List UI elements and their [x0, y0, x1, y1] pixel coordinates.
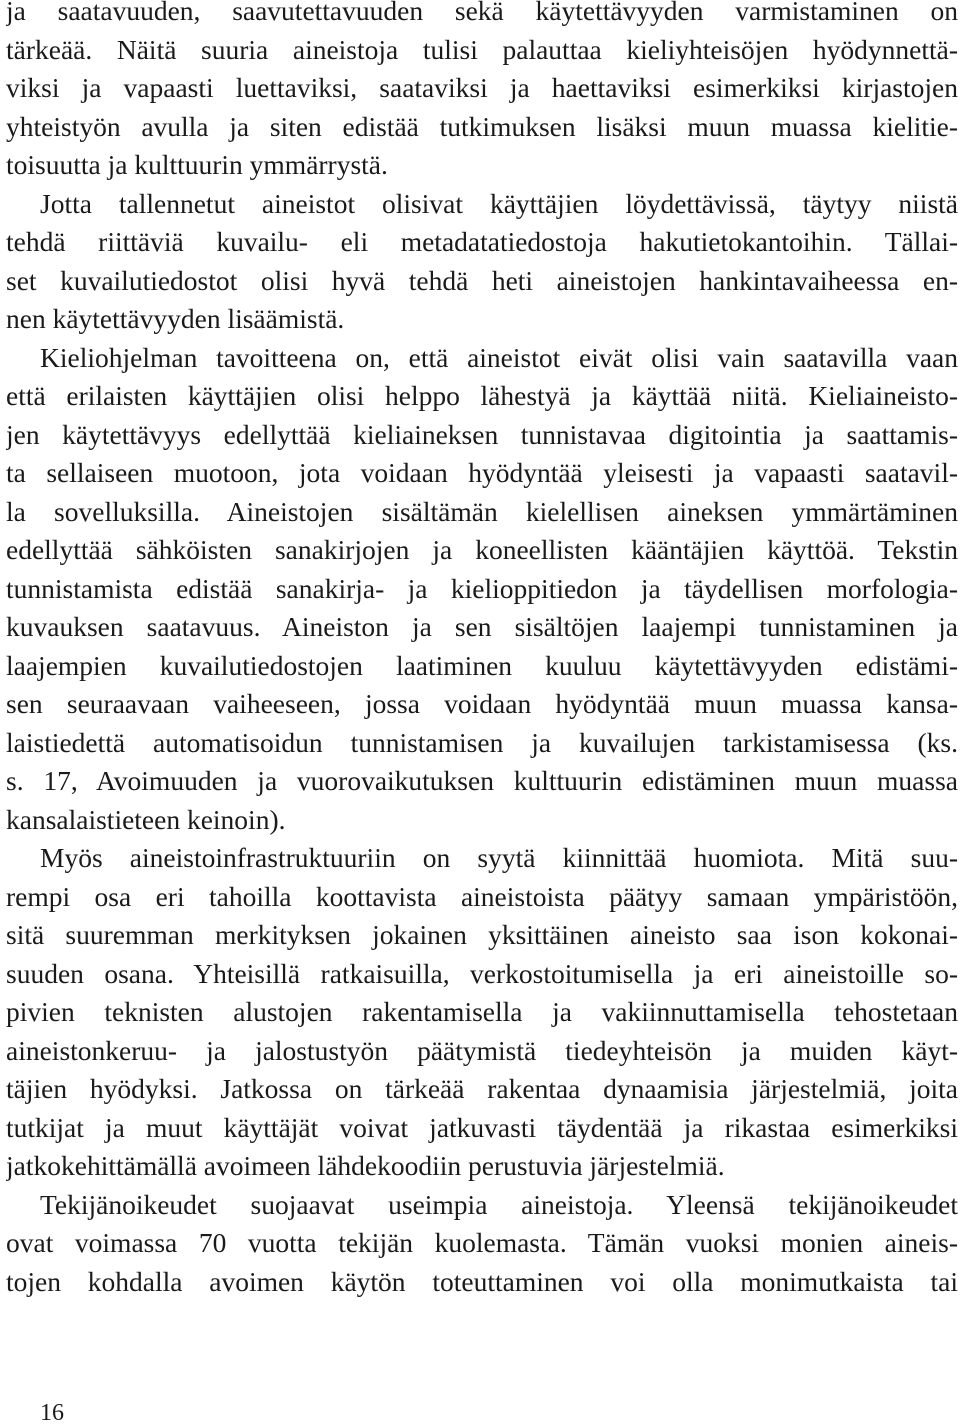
text-line: kansalaistieteen keinoin). [6, 803, 286, 835]
text-line: suuden osana. Yhteisillä ratkaisuilla, verkostoitumisella ja eri aineistoille so- [6, 957, 958, 989]
text-line: tunnistamista edistää sanakirja- ja kielioppitiedon ja täydellisen morfologia- [6, 572, 958, 604]
text-line: laistiedettä automatisoidun tunnistamisen ja kuvailujen tarkistamisessa (ks. [6, 726, 958, 758]
text-line: sitä suuremman merkityksen jokainen yksittäinen aineisto saa ison kokonai- [6, 919, 958, 950]
paragraph [6, 185, 958, 339]
text-line: jatkokehittämällä avoimeen lähdekoodiin perustuvia järjestelmiä. [6, 1150, 725, 1181]
text-line: tärkeää. Näitä suuria aineistoja tulisi palauttaa kieliyhteisöjen hyödynnettä- [6, 33, 958, 65]
text-line: Kieliohjelman tavoitteena on, että aineistot eivät olisi vain saatavilla vaan [40, 341, 958, 373]
text-line: tehdä riittäviä kuvailu- eli metadatatiedostoja hakutietokantoihin. Tällai- [6, 226, 958, 257]
text-line: edellyttää sähköisten sanakirjojen ja koneellisten kääntäjien käyttöä. Tekstin [6, 534, 958, 565]
text-line: täjien hyödyksi. Jatkossa on tärkeää rakentaa dynaamisia järjestelmiä, joita [6, 1073, 958, 1104]
text-line: toisuutta ja kulttuurin ymmärrystä. [6, 149, 388, 180]
paragraph [6, 0, 958, 185]
text-line: pivien teknisten alustojen rakentamisella ja vakiinnuttamisella tehostetaan [6, 996, 958, 1027]
text-line: Jotta tallennetut aineistot olisivat käyttäjien löydettävissä, täytyy niistä [40, 187, 958, 219]
text-line: tutkijat ja muut käyttäjät voivat jatkuvasti täydentää ja rikastaa esimerkiksi [6, 1111, 958, 1143]
paragraph [6, 839, 958, 1186]
text-line: ja saatavuuden, saavutettavuuden sekä käytettävyyden varmistaminen on [6, 0, 958, 26]
text-line: nen käytettävyyden lisäämistä. [6, 303, 345, 334]
paragraph [6, 339, 958, 840]
text-line: laajempien kuvailutiedostojen laatiminen kuuluu käytettävyyden edistämi- [6, 649, 958, 681]
text-line: set kuvailutiedostot olisi hyvä tehdä heti aineistojen hankintavaiheessa en- [6, 264, 958, 296]
page-body-text [6, 0, 958, 1301]
text-line: s. 17, Avoimuuden ja vuorovaikutuksen kulttuurin edistäminen muun muassa [6, 765, 958, 796]
text-line: että erilaisten käyttäjien olisi helppo lähestyä ja käyttää niitä. Kieliaineisto- [6, 380, 958, 411]
text-line: aineistonkeruu- ja jalostustyön päätymistä tiedeyhteisön ja muiden käyt- [6, 1034, 958, 1066]
text-line: yhteistyön avulla ja siten edistää tutkimuksen lisäksi muun muassa kielitie- [6, 110, 958, 142]
text-line: sen seuraavaan vaiheeseen, jossa voidaan hyödyntää muun muassa kansa- [6, 688, 958, 719]
page-number: 16 [40, 1400, 64, 1426]
text-line: rempi osa eri tahoilla koottavista aineistoista päätyy samaan ympäristöön, [6, 880, 958, 912]
text-line: la sovelluksilla. Aineistojen sisältämän kielellisen aineksen ymmärtäminen [6, 495, 958, 527]
text-line: tojen kohdalla avoimen käytön toteuttaminen voi olla monimutkaista tai [6, 1265, 958, 1297]
text-line: kuvauksen saatavuus. Aineiston ja sen sisältöjen laajempi tunnistaminen ja [6, 611, 958, 642]
text-line: Myös aineistoinfrastruktuuriin on syytä kiinnittää huomiota. Mitä suu- [40, 842, 958, 873]
text-line: jen käytettävyys edellyttää kieliaineksen tunnistavaa digitointia ja saattamis- [6, 418, 958, 450]
paragraph [6, 1186, 958, 1302]
text-line: ta sellaiseen muotoon, jota voidaan hyödyntää yleisesti ja vapaasti saatavil- [6, 457, 958, 488]
text-line: viksi ja vapaasti luettaviksi, saataviksi ja haettaviksi esimerkiksi kirjastojen [6, 72, 958, 103]
text-line: Tekijänoikeudet suojaavat useimpia aineistoja. Yleensä tekijänoikeudet [40, 1188, 958, 1220]
text-line: ovat voimassa 70 vuotta tekijän kuolemasta. Tämän vuoksi monien aineis- [6, 1227, 958, 1258]
